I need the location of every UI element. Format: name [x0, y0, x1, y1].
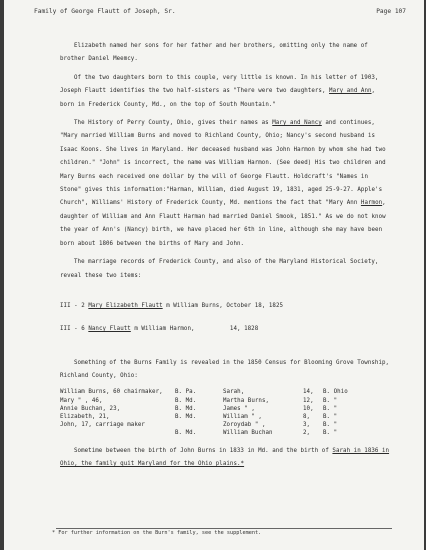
marriage-record: III - 6 Nancy Flautt m William Harmon, 14, 1828 — [60, 325, 259, 332]
paragraph-perry-county: The History of Perry County, Ohio, gives their names as Mary and Nancy and continues, "Mary married William Burns and moved to Richland County, Ohio; Nancy's second husband is Isaac Koons. She lives in Maryland. Her deceased husband was John Harmon by whom she had two children." "John" is incorrect, the name was William Harmon. (See deed) His two children and Mary Burns each received one dollar by the will of George Flautt. Holdcraft's "Names in Stone" gives this information:"Harman, William, died August 19, 1831, aged 25-9-27. Apple's Church", Williams' History of Frederick County, Md. mentions the fact that "Mary Ann Harmon, daughter of William and Ann Flautt Harman had married Daniel Smook, 1851." As we do not know the year of Ann's (Nancy) birth, we have placed her 6th in line, although she may have been born about 1806 between the births of Mary and John. — [60, 120, 386, 247]
census-row: B. Md. William Buchan 2, B. " — [175, 430, 338, 437]
footnote: * For further information on the Burn's family, see the supplement. — [52, 530, 262, 536]
underlined-names: Mary and Ann — [329, 88, 372, 95]
census-row: Elizabeth, 21, B. Md. William " , 8, B. " — [60, 414, 338, 421]
paragraph-daughters: Of the two daughters born to this couple, very little is known. In his letter of 1903, Joseph Flautt identifies the two half-sisters as "There were two daughters, Mary and Ann, born in Frederick County, Md., on the top of South Mountain." — [60, 74, 379, 108]
census-row: John, 17, carriage maker Zoroydab " , 3, B. " — [60, 422, 338, 429]
census-row: Annie Buchan, 23, B. Md. James " , 10, B. " — [60, 405, 338, 412]
underlined-name: Harmon — [360, 200, 383, 207]
paragraph-census-intro: Something of the Burns Family is revealed in the 1850 Census for Blooming Grove Township, Richland County, Ohio: — [60, 359, 390, 380]
paragraph-migration: Sometime between the birth of John Burns in 1833 in Md. and the birth of Sarah in 1836 in Ohio, the family quit Maryland for the Ohio plains.* — [60, 447, 390, 468]
page-number: Page 107 — [376, 8, 406, 15]
census-row: William Burns, 60 chairmaker, B. Pa. Sarah, 14, B. Ohio — [60, 389, 348, 396]
marriage-records-list — [60, 288, 390, 349]
footnote-divider — [56, 528, 392, 529]
page-body — [60, 40, 390, 477]
paragraph-marriage-records: The marriage records of Frederick County, and also of the Maryland Historical Society, reveal these two items: — [60, 259, 379, 279]
header-title: Family of George Flautt of Joseph, Sr. — [34, 8, 176, 15]
page-header — [34, 8, 406, 15]
marriage-record: III - 2 Mary Elizabeth Flautt m William Burns, October 18, 1825 — [60, 303, 284, 310]
underlined-names: Mary and Nancy — [272, 120, 322, 127]
census-row: Mary " , 46, B. Md. Martha Burns, 12, B. " — [60, 397, 338, 404]
census-table — [60, 388, 390, 437]
paragraph-sons: Elizabeth named her sons for her father and her brothers, omitting only the name of brother Daniel Meemcy. — [60, 43, 368, 63]
underlined-sentence: Sarah in 1836 in Ohio, the family quit Maryland for the Ohio plains.* — [60, 447, 390, 468]
document-page — [4, 0, 424, 550]
